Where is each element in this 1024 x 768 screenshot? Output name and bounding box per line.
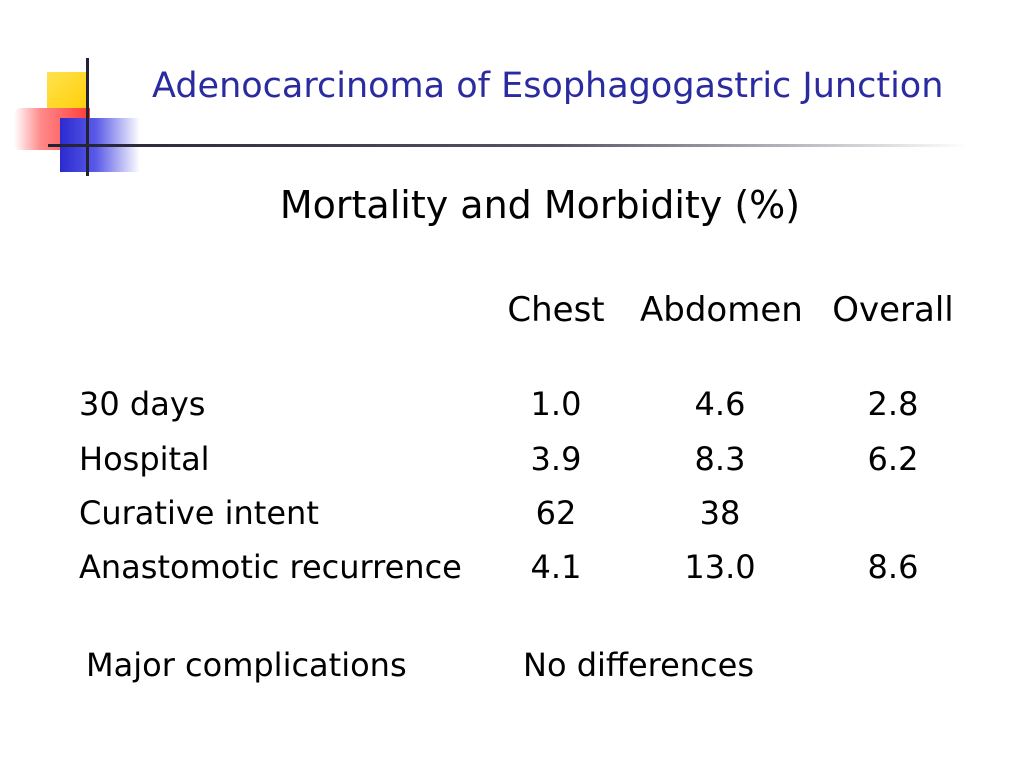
cell-overall: 8.6 bbox=[867, 548, 919, 586]
cell-abdomen: 13.0 bbox=[684, 548, 756, 586]
row-label: Anastomotic recurrence bbox=[79, 548, 462, 586]
row-label: Curative intent bbox=[79, 494, 319, 532]
cell-abdomen: 38 bbox=[699, 494, 741, 532]
cell-chest: 1.0 bbox=[530, 385, 582, 423]
header-divider bbox=[48, 144, 968, 147]
slide-logo-decoration bbox=[0, 0, 160, 180]
column-header-abdomen: Abdomen bbox=[640, 290, 803, 330]
slide-title: Adenocarcinoma of Esophagogastric Junction bbox=[152, 66, 944, 106]
logo-vertical-line bbox=[86, 58, 89, 176]
slide-subtitle: Mortality and Morbidity (%) bbox=[279, 183, 801, 227]
column-header-chest: Chest bbox=[507, 290, 605, 330]
footer-label: Major complications bbox=[86, 646, 407, 684]
cell-abdomen: 4.6 bbox=[694, 385, 746, 423]
cell-chest: 4.1 bbox=[530, 548, 582, 586]
cell-overall: 6.2 bbox=[867, 440, 919, 478]
cell-chest: 3.9 bbox=[530, 440, 582, 478]
cell-overall: 2.8 bbox=[867, 385, 919, 423]
row-label: Hospital bbox=[79, 440, 210, 478]
cell-abdomen: 8.3 bbox=[694, 440, 746, 478]
column-header-overall: Overall bbox=[832, 290, 954, 330]
row-label: 30 days bbox=[79, 385, 206, 423]
cell-chest: 62 bbox=[535, 494, 577, 532]
footer-value: No differences bbox=[523, 646, 754, 684]
